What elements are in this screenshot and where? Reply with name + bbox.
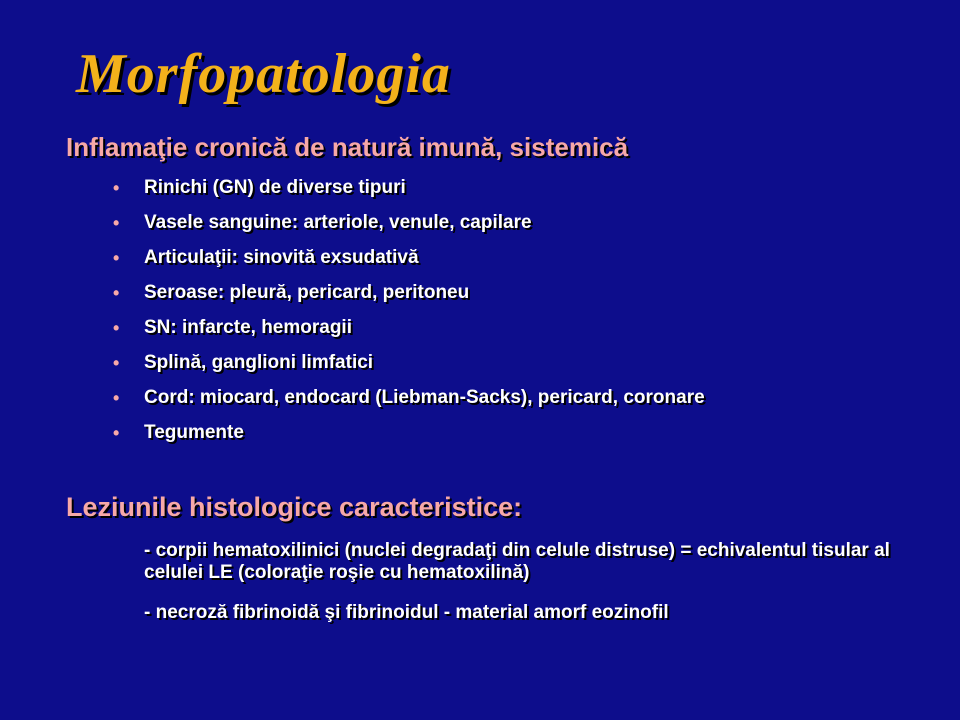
- histology-paragraph-hematoxylin: - corpii hematoxilinici (nuclei degradaţi din celule distruse) = echivalentul tisular al celulei LE (coloraţie roşie cu hematoxilină): [144, 540, 890, 583]
- section-heading-inflammation: Inflamaţie cronică de natură imună, sistemică: [66, 132, 629, 162]
- list-item-text: Rinichi (GN) de diverse tipuri: [144, 177, 406, 198]
- bullet-icon: •: [113, 353, 120, 373]
- bullet-icon: •: [113, 248, 120, 268]
- list-item: [110, 312, 705, 347]
- list-item-text: Splină, ganglioni limfatici: [144, 352, 374, 373]
- list-item: [110, 172, 705, 207]
- list-item: [110, 417, 705, 452]
- list-item: [110, 347, 705, 382]
- list-item: [110, 382, 705, 417]
- list-item-text: SN: infarcte, hemoragii: [144, 317, 352, 338]
- bullet-icon: •: [113, 388, 120, 408]
- list-item: [110, 277, 705, 312]
- bullet-icon: •: [113, 213, 120, 233]
- list-item-text: Cord: miocard, endocard (Liebman-Sacks), pericard, coronare: [144, 387, 705, 408]
- bullet-icon: •: [113, 283, 120, 303]
- list-item-text: Articulaţii: sinovită exsudativă: [144, 247, 419, 268]
- section-heading-histology: Leziunile histologice caracteristice:: [66, 492, 523, 522]
- organ-list: [110, 172, 705, 452]
- list-item: [110, 242, 705, 277]
- list-item: [110, 207, 705, 242]
- slide-title: Morfopatologia: [76, 43, 451, 105]
- histology-paragraph-necrosis: - necroză fibrinoidă şi fibrinoidul - material amorf eozinofil: [144, 602, 669, 623]
- bullet-icon: •: [113, 318, 120, 338]
- bullet-icon: •: [113, 423, 120, 443]
- list-item-text: Tegumente: [144, 422, 244, 443]
- list-item-text: Vasele sanguine: arteriole, venule, capilare: [144, 212, 532, 233]
- bullet-icon: •: [113, 178, 120, 198]
- list-item-text: Seroase: pleură, pericard, peritoneu: [144, 282, 470, 303]
